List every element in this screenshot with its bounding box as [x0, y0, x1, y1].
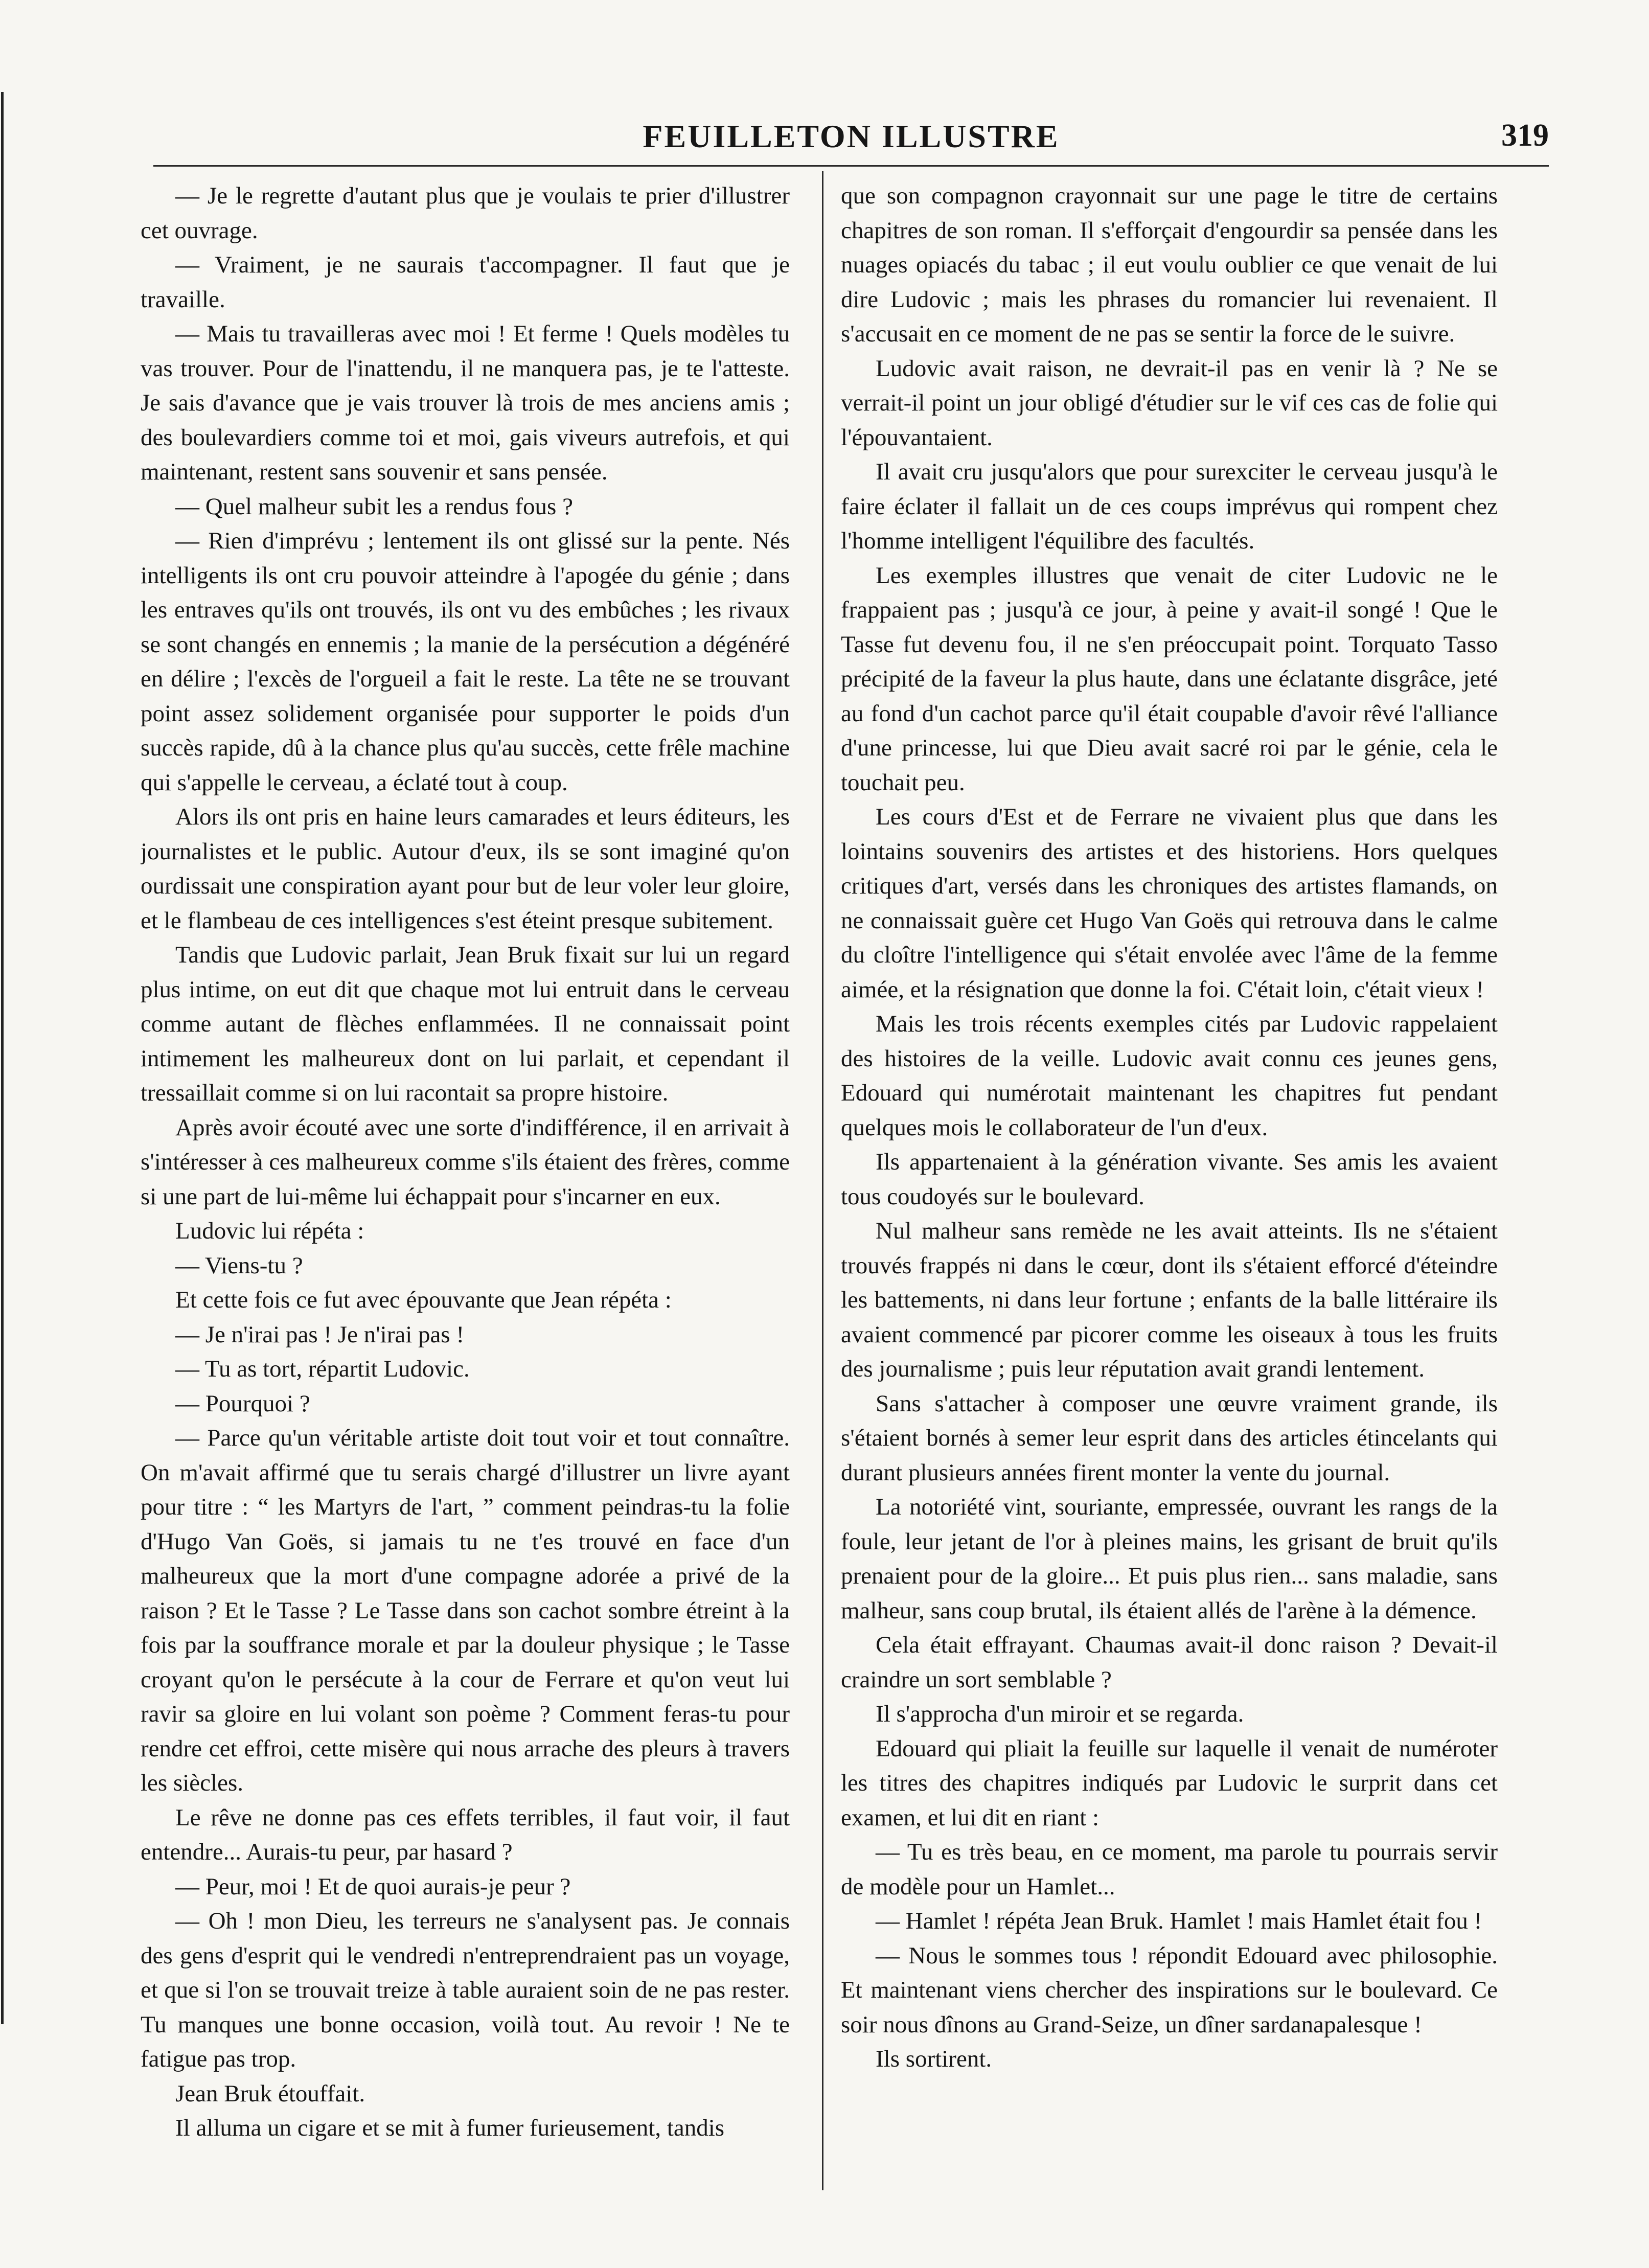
paragraph: Tandis que Ludovic parlait, Jean Bruk fixait sur lui un regard plus intime, on eut dit que chaque mot lui entruit dans le cerveau comme autant de flèches enflammées. Il ne connaissait point intimement les malheureux dont on lui parlait, et cependant il tressaillait comme si on lui racontait sa propre histoire. — [141, 942, 790, 1106]
paragraph: — Parce qu'un véritable artiste doit tout voir et tout connaître. On m'avait affirmé que tu serais chargé d'illustrer un livre ayant pour titre : “ les Martyrs de l'art, ” comment peindras-tu la folie d'Hugo Van Goës, si jamais tu ne t'es trouvé en face d'un malheureux que la mort d'une compagne adorée a privé de la raison ? Et le Tasse ? Le Tasse dans son cachot sombre étreint à la fois par la souffrance morale et par la douleur physique ; le Tasse croyant qu'on le persécute à la cour de Ferrare et qu'on veut lui ravir sa gloire en lui volant son poème ? Comment feras-tu pour rendre cet effroi, cette misère qui nous arrache des pleurs à travers les siècles. — [141, 1425, 790, 1796]
paragraph: Il s'approcha d'un miroir et se regarda. — [876, 1701, 1244, 1727]
paragraph: Cela était effrayant. Chaumas avait-il donc raison ? Devait-il craindre un sort semblable ? — [841, 1632, 1498, 1693]
paragraph: — Hamlet ! répéta Jean Bruk. Hamlet ! mais Hamlet était fou ! — [876, 1908, 1482, 1934]
right-column — [841, 179, 1498, 2183]
paragraph: Ludovic lui répéta : — [175, 1218, 364, 1244]
paragraph: — Vraiment, je ne saurais t'accompagner. Il faut que je travaille. — [141, 251, 790, 313]
paragraph: Nul malheur sans remède ne les avait atteints. Ils ne s'étaient trouvés frappés ni dans le cœur, dont ils s'étaient efforcé d'éteindre les battements, ni dans leur fortune ; enfants de la balle littéraire ils avaient commencé par picorer comme les oiseaux à tous les fruits des journalisme ; puis leur réputation avait grandi lentement. — [841, 1218, 1498, 1382]
paragraph: — Mais tu travailleras avec moi ! Et ferme ! Quels modèles tu vas trouver. Pour de l'inattendu, il ne manquera pas, je te l'atteste. Je sais d'avance que je vais trouver là trois de mes anciens amis ; des boulevardiers comme toi et moi, gais viveurs autrefois, et qui maintenant, restent sans souvenir et sans pensée. — [141, 320, 790, 485]
left-column — [141, 179, 790, 2183]
page-number: 319 — [1501, 118, 1549, 153]
paragraph: La notoriété vint, souriante, empressée, ouvrant les rangs de la foule, leur jetant de l'or à pleines mains, les grisant de bruit qu'ils prenaient pour de la gloire... Et puis plus rien... sans maladie, sans malheur, sans coup brutal, ils étaient allés de l'arène à la démence. — [841, 1494, 1498, 1624]
paragraph: — Tu es très beau, en ce moment, ma parole tu pourrais servir de modèle pour un Hamlet... — [841, 1839, 1498, 1900]
paragraph: — Oh ! mon Dieu, les terreurs ne s'analysent pas. Je connais des gens d'esprit qui le vendredi n'entreprendraient pas un voyage, et que si l'on se trouvait treize à table auraient soin de ne pas rester. Tu manques une bonne occasion, voilà tout. Au revoir ! Ne te fatigue pas trop. — [141, 1908, 790, 2072]
paragraph: Alors ils ont pris en haine leurs camarades et leurs éditeurs, les journalistes et le public. Autour d'eux, ils se sont imaginé qu'on ourdissait une conspiration ayant pour but de leur voler leur gloire, et le flambeau de ces intelligences s'est éteint presque subitement. — [141, 804, 790, 934]
paragraph: — Je n'irai pas ! Je n'irai pas ! — [175, 1321, 465, 1348]
paragraph: — Tu as tort, répartit Ludovic. — [175, 1356, 470, 1382]
paragraph: Les cours d'Est et de Ferrare ne vivaient plus que dans les lointains souvenirs des artistes et des historiens. Hors quelques critiques d'art, versés dans les chroniques des artistes flamands, on ne connaissait guère cet Hugo Van Goës qui retrouva dans le calme du cloître l'intelligence qui s'était envolée avec l'âme de la femme aimée, et la résignation que donne la foi. C'était loin, c'était vieux ! — [841, 804, 1498, 1003]
paragraph: — Quel malheur subit les a rendus fous ? — [175, 493, 573, 520]
paragraph: Edouard qui pliait la feuille sur laquelle il venait de numéroter les titres des chapitres indiqués par Ludovic le surprit dans cet examen, et lui dit en riant : — [841, 1735, 1498, 1831]
paragraph: Et cette fois ce fut avec épouvante que Jean répéta : — [175, 1287, 672, 1313]
paragraph: Jean Bruk étouffait. — [175, 2080, 365, 2107]
running-title: FEUILLETON ILLUSTRE — [643, 118, 1060, 154]
paragraph: — Peur, moi ! Et de quoi aurais-je peur ? — [175, 1873, 571, 1900]
paragraph: Mais les trois récents exemples cités par Ludovic rappelaient des histoires de la veille. Ludovic avait connu ces jeunes gens, Edouard qui numérotait maintenant les chapitres fut pendant quelques mois le collaborateur de l'un d'eux. — [841, 1011, 1498, 1141]
paragraph: Sans s'attacher à composer une œuvre vraiment grande, ils s'étaient bornés à semer leur esprit dans des articles étincelants qui durant plusieurs années firent monter la vente du journal. — [841, 1390, 1498, 1486]
paragraph: Il avait cru jusqu'alors que pour surexciter le cerveau jusqu'à le faire éclater il fallait un de ces coups imprévus qui rompent chez l'homme intelligent l'équilibre des facultés. — [841, 459, 1498, 554]
paragraph: Ils sortirent. — [876, 2046, 992, 2072]
paragraph: — Nous le sommes tous ! répondit Edouard avec philosophie. Et maintenant viens chercher des inspirations sur le boulevard. Ce soir nous dînons au Grand-Seize, un dîner sardanapalesque ! — [841, 1942, 1498, 2038]
page-header — [153, 118, 1549, 158]
paragraph: Après avoir écouté avec une sorte d'indifférence, il en arrivait à s'intéresser à ces malheureux comme s'ils étaient des frères, comme si une part de lui-même lui échappait pour s'incarner en eux. — [141, 1114, 790, 1210]
paragraph: — Pourquoi ? — [175, 1390, 310, 1417]
paragraph: que son compagnon crayonnait sur une page le titre de certains chapitres de son roman. Il s'efforçait d'engourdir sa pensée dans les nuages opiacés du tabac ; il eut voulu oublier ce que venait de lui dire Ludovic ; mais les phrases du romancier lui revenaient. Il s'accusait en ce moment de ne pas se sentir la force de le suivre. — [841, 182, 1498, 347]
column-divider — [822, 171, 823, 2190]
paragraph: — Rien d'imprévu ; lentement ils ont glissé sur la pente. Nés intelligents ils ont cru pouvoir atteindre à l'apogée du génie ; dans les entraves qu'ils ont trouvés, ils ont vu des embûches ; les rivaux se sont changés en ennemis ; la manie de la persécution a dégénéré en délire ; l'excès de l'orgueil a fait le reste. La tête ne se trouvant point assez solidement organisée pour supporter le poids d'un succès rapide, dû à la chance plus qu'au succès, cette frêle machine qui s'appelle le cerveau, a éclaté tout à coup. — [141, 528, 790, 796]
paragraph: Il alluma un cigare et se mit à fumer furieusement, tandis — [175, 2115, 725, 2141]
paragraph: Ludovic avait raison, ne devrait-il pas en venir là ? Ne se verrait-il point un jour obligé d'étudier sur le vif ces cas de folie qui l'épouvantaient. — [841, 355, 1498, 451]
scan-edge-line — [1, 92, 4, 2024]
paragraph: — Je le regrette d'autant plus que je voulais te prier d'illustrer cet ouvrage. — [141, 182, 790, 244]
header-rule — [153, 165, 1549, 167]
paragraph: — Viens-tu ? — [175, 1252, 303, 1279]
paragraph: Ils appartenaient à la génération vivante. Ses amis les avaient tous coudoyés sur le boulevard. — [841, 1149, 1498, 1210]
paragraph: Le rêve ne donne pas ces effets terribles, il faut voir, il faut entendre... Aurais-tu peur, par hasard ? — [141, 1804, 790, 1865]
paragraph: Les exemples illustres que venait de citer Ludovic ne le frappaient pas ; jusqu'à ce jour, à peine y avait-il songé ! Que le Tasse fut devenu fou, il ne s'en préoccupait point. Torquato Tasso précipité de la faveur la plus haute, dans une éclatante disgrâce, jeté au fond d'un cachot parce qu'il était coupable d'avoir rêvé l'alliance d'une princesse, lui que Dieu avait sacré roi par le génie, cela le touchait peu. — [841, 562, 1498, 796]
